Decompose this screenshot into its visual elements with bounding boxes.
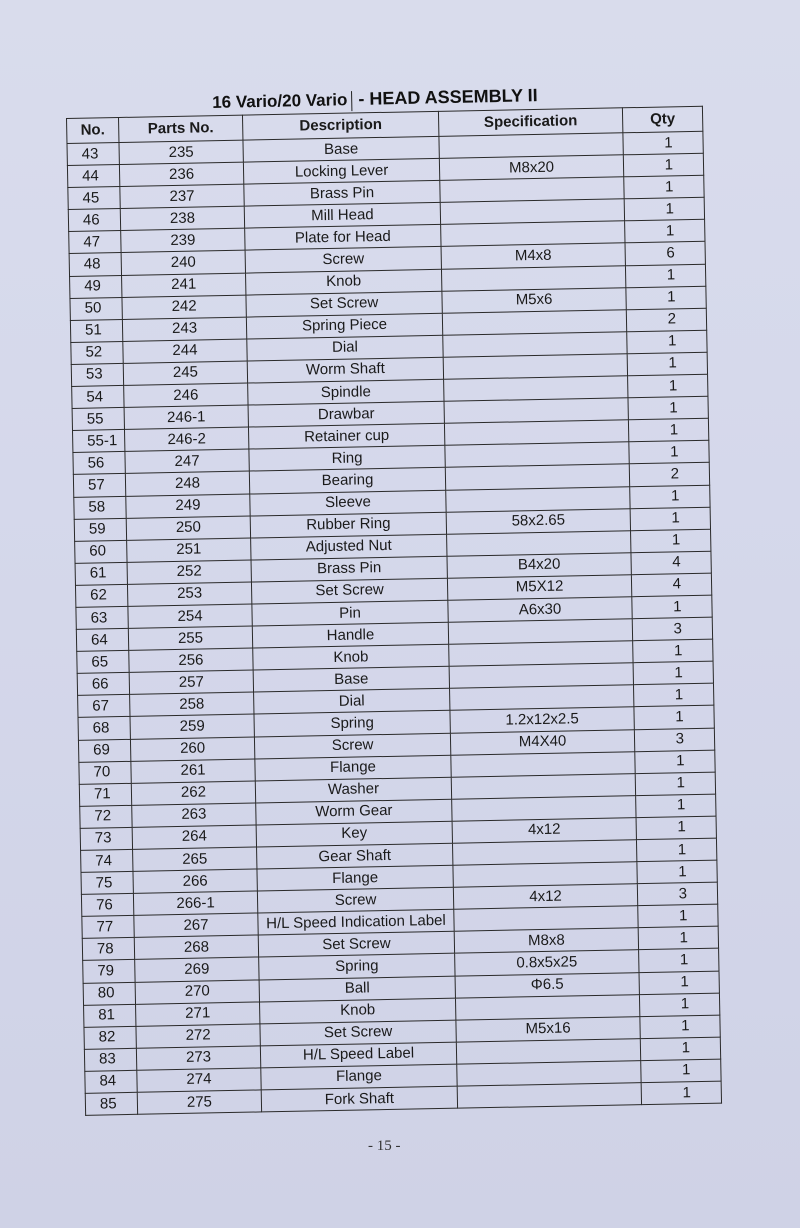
cell-parts-no: 257 — [129, 670, 253, 694]
cell-specification: 4x12 — [453, 884, 637, 910]
cell-qty: 1 — [633, 639, 713, 663]
cell-specification: Φ6.5 — [455, 972, 639, 998]
cell-parts-no: 251 — [127, 538, 251, 562]
cell-specification: M5x6 — [442, 287, 626, 313]
cell-qty: 1 — [625, 220, 705, 244]
cell-specification: 1.2x12x2.5 — [450, 707, 634, 733]
cell-description: Flange — [255, 755, 451, 781]
cell-parts-no: 263 — [132, 803, 256, 827]
cell-qty: 1 — [632, 595, 712, 619]
parts-table — [66, 106, 722, 1116]
cell-description: Dial — [254, 689, 450, 715]
cell-description: Brass Pin — [244, 181, 440, 207]
cell-no: 44 — [67, 165, 119, 188]
cell-parts-no: 272 — [136, 1024, 260, 1048]
cell-description: Screw — [254, 733, 450, 759]
cell-description: Screw — [245, 247, 441, 273]
cell-parts-no: 262 — [131, 781, 255, 805]
cell-no: 61 — [75, 562, 127, 585]
cell-no: 71 — [79, 783, 131, 806]
cell-no: 62 — [75, 584, 127, 607]
cell-qty: 1 — [628, 374, 708, 398]
cell-parts-no: 245 — [123, 361, 247, 385]
cell-qty: 1 — [631, 529, 711, 553]
parts-table-container — [66, 106, 721, 1116]
cell-parts-no: 269 — [135, 957, 259, 981]
cell-no: 55-1 — [73, 430, 125, 453]
cell-qty: 1 — [641, 1081, 721, 1105]
cell-no: 69 — [78, 739, 130, 762]
cell-description: Handle — [252, 622, 448, 648]
cell-no: 51 — [70, 319, 122, 342]
cell-qty: 1 — [637, 860, 717, 884]
cell-description: Set Screw — [251, 578, 447, 604]
cell-no: 83 — [84, 1048, 136, 1071]
cell-qty: 1 — [624, 175, 704, 199]
cell-description: Flange — [261, 1064, 457, 1090]
cell-description: H/L Speed Indication Label — [258, 909, 454, 935]
cell-description: Sleeve — [250, 490, 446, 516]
cell-description: Spring — [254, 711, 450, 737]
cell-parts-no: 236 — [119, 162, 243, 186]
cell-description: Pin — [252, 600, 448, 626]
cell-qty: 1 — [641, 1059, 721, 1083]
cell-no: 73 — [80, 827, 132, 850]
cell-no: 52 — [71, 341, 123, 364]
cell-qty: 1 — [640, 1015, 720, 1039]
title-model: 16 Vario/20 Vario — [212, 90, 348, 112]
cell-qty: 1 — [623, 153, 703, 177]
table-body — [67, 131, 722, 1115]
cell-qty: 1 — [628, 396, 708, 420]
header-description: Description — [242, 111, 438, 140]
cell-qty: 1 — [625, 264, 705, 288]
cell-parts-no: 246 — [124, 383, 248, 407]
cell-qty: 3 — [632, 617, 712, 641]
cell-no: 79 — [83, 960, 135, 983]
cell-qty: 1 — [633, 661, 713, 685]
cell-parts-no: 241 — [122, 273, 246, 297]
cell-no: 80 — [83, 982, 135, 1005]
cell-qty: 3 — [637, 882, 717, 906]
header-parts-no: Parts No. — [118, 115, 242, 142]
cell-description: Base — [253, 666, 449, 692]
header-no: No. — [67, 117, 119, 143]
cell-parts-no: 235 — [119, 140, 243, 164]
cell-parts-no: 247 — [125, 449, 249, 473]
cell-no: 78 — [82, 938, 134, 961]
cell-no: 72 — [80, 805, 132, 828]
cell-no: 46 — [68, 209, 120, 232]
cell-no: 56 — [73, 452, 125, 475]
cell-specification: M5x16 — [456, 1016, 640, 1042]
cell-parts-no: 242 — [122, 295, 246, 319]
cell-parts-no: 246-2 — [124, 427, 248, 451]
cell-no: 49 — [70, 275, 122, 298]
cell-parts-no: 253 — [127, 582, 251, 606]
cell-no: 57 — [73, 474, 125, 497]
cell-description: Screw — [257, 887, 453, 913]
cell-no: 59 — [74, 518, 126, 541]
cell-no: 74 — [81, 849, 133, 872]
title-section: - HEAD ASSEMBLY II — [358, 85, 538, 109]
cell-parts-no: 248 — [125, 471, 249, 495]
cell-qty: 2 — [629, 463, 709, 487]
cell-specification: M4X40 — [450, 729, 634, 755]
cell-no: 84 — [85, 1070, 137, 1093]
cell-description: Rubber Ring — [250, 512, 446, 538]
cell-no: 58 — [74, 496, 126, 519]
cell-no: 70 — [79, 761, 131, 784]
page-number: - 15 - — [368, 1138, 401, 1154]
cell-qty: 1 — [639, 993, 719, 1017]
cell-qty: 6 — [625, 242, 705, 266]
cell-specification: 0.8x5x25 — [455, 950, 639, 976]
cell-no: 54 — [72, 385, 124, 408]
cell-no: 53 — [71, 363, 123, 386]
cell-description: Retainer cup — [248, 424, 444, 450]
cell-description: Knob — [259, 998, 455, 1024]
cell-parts-no: 239 — [121, 228, 245, 252]
cell-description: Key — [256, 821, 452, 847]
cell-qty: 1 — [634, 706, 714, 730]
cell-no: 65 — [77, 651, 129, 674]
cell-description: Knob — [246, 269, 442, 295]
cell-parts-no: 256 — [129, 648, 253, 672]
cell-description: Dial — [247, 335, 443, 361]
cell-qty: 1 — [624, 198, 704, 222]
cell-description: Base — [243, 136, 439, 162]
cell-no: 66 — [77, 673, 129, 696]
cell-qty: 1 — [636, 838, 716, 862]
cell-no: 76 — [81, 894, 133, 917]
cell-parts-no: 259 — [130, 714, 254, 738]
cell-qty: 1 — [636, 816, 716, 840]
cell-description: Set Screw — [258, 932, 454, 958]
cell-no: 55 — [72, 408, 124, 431]
cell-no: 85 — [85, 1092, 137, 1115]
cell-description: Gear Shaft — [257, 843, 453, 869]
cell-qty: 1 — [635, 772, 715, 796]
title-separator — [351, 91, 352, 111]
cell-no: 43 — [67, 142, 119, 165]
cell-qty: 4 — [631, 551, 711, 575]
cell-qty: 1 — [623, 131, 703, 155]
cell-description: Worm Shaft — [247, 357, 443, 383]
cell-description: Locking Lever — [243, 158, 439, 184]
cell-specification: M4x8 — [441, 243, 625, 269]
cell-parts-no: 243 — [122, 317, 246, 341]
cell-qty: 4 — [631, 573, 711, 597]
cell-qty: 2 — [626, 308, 706, 332]
cell-parts-no: 249 — [126, 494, 250, 518]
cell-qty: 3 — [634, 728, 714, 752]
cell-no: 64 — [76, 628, 128, 651]
cell-description: Mill Head — [244, 203, 440, 229]
cell-specification: 58x2.65 — [446, 508, 630, 534]
cell-parts-no: 260 — [130, 737, 254, 761]
cell-parts-no: 270 — [135, 980, 259, 1004]
cell-no: 45 — [68, 187, 120, 210]
cell-description: Drawbar — [248, 401, 444, 427]
cell-description: Ball — [259, 976, 455, 1002]
cell-parts-no: 244 — [123, 339, 247, 363]
cell-specification: M8x20 — [439, 155, 623, 181]
cell-description: Plate for Head — [245, 225, 441, 251]
cell-parts-no: 261 — [131, 759, 255, 783]
cell-parts-no: 268 — [134, 935, 258, 959]
cell-parts-no: 252 — [127, 560, 251, 584]
cell-no: 81 — [84, 1004, 136, 1027]
cell-parts-no: 265 — [133, 847, 257, 871]
cell-qty: 1 — [627, 352, 707, 376]
cell-no: 82 — [84, 1026, 136, 1049]
cell-no: 67 — [78, 695, 130, 718]
cell-qty: 1 — [639, 971, 719, 995]
cell-description: Spindle — [248, 379, 444, 405]
cell-parts-no: 254 — [128, 604, 252, 628]
cell-specification — [457, 1083, 641, 1109]
cell-no: 68 — [78, 717, 130, 740]
cell-parts-no: 246-1 — [124, 405, 248, 429]
cell-description: Set Screw — [260, 1020, 456, 1046]
cell-qty: 1 — [626, 286, 706, 310]
cell-parts-no: 275 — [137, 1090, 261, 1114]
cell-specification: A6x30 — [448, 597, 632, 623]
cell-parts-no: 255 — [128, 626, 252, 650]
cell-no: 75 — [81, 871, 133, 894]
cell-no: 77 — [82, 916, 134, 939]
cell-description: Worm Gear — [256, 799, 452, 825]
cell-no: 50 — [70, 297, 122, 320]
cell-no: 48 — [69, 253, 121, 276]
cell-qty: 1 — [628, 418, 708, 442]
cell-specification: M8x8 — [454, 928, 638, 954]
cell-parts-no: 237 — [120, 184, 244, 208]
cell-qty: 1 — [639, 949, 719, 973]
cell-qty: 1 — [638, 927, 718, 951]
cell-parts-no: 250 — [126, 516, 250, 540]
cell-qty: 1 — [638, 904, 718, 928]
cell-no: 63 — [76, 606, 128, 629]
header-specification: Specification — [438, 108, 622, 137]
cell-parts-no: 271 — [136, 1002, 260, 1026]
cell-parts-no: 266-1 — [133, 891, 257, 915]
cell-qty: 1 — [635, 750, 715, 774]
cell-description: Ring — [249, 446, 445, 472]
cell-no: 60 — [75, 540, 127, 563]
cell-description: Adjusted Nut — [251, 534, 447, 560]
cell-parts-no: 264 — [132, 825, 256, 849]
cell-description: Flange — [257, 865, 453, 891]
cell-specification: B4x20 — [447, 553, 631, 579]
cell-qty: 1 — [640, 1037, 720, 1061]
cell-description: Brass Pin — [251, 556, 447, 582]
header-qty: Qty — [622, 106, 702, 133]
cell-description: Bearing — [249, 468, 445, 494]
cell-parts-no: 273 — [136, 1046, 260, 1070]
cell-parts-no: 238 — [120, 206, 244, 230]
cell-specification: M5X12 — [447, 575, 631, 601]
cell-qty: 1 — [629, 441, 709, 465]
cell-description: Washer — [255, 777, 451, 803]
cell-description: Set Screw — [246, 291, 442, 317]
cell-qty: 1 — [633, 684, 713, 708]
cell-specification: 4x12 — [452, 818, 636, 844]
cell-no: 47 — [69, 231, 121, 254]
cell-description: Spring Piece — [246, 313, 442, 339]
cell-qty: 1 — [630, 507, 710, 531]
cell-parts-no: 266 — [133, 869, 257, 893]
cell-qty: 1 — [630, 485, 710, 509]
cell-parts-no: 240 — [121, 251, 245, 275]
cell-description: Spring — [259, 954, 455, 980]
cell-parts-no: 274 — [137, 1068, 261, 1092]
cell-parts-no: 258 — [130, 692, 254, 716]
cell-parts-no: 267 — [134, 913, 258, 937]
cell-description: Knob — [253, 644, 449, 670]
cell-qty: 1 — [636, 794, 716, 818]
cell-description: H/L Speed Label — [260, 1042, 456, 1068]
cell-qty: 1 — [627, 330, 707, 354]
cell-description: Fork Shaft — [261, 1086, 457, 1112]
